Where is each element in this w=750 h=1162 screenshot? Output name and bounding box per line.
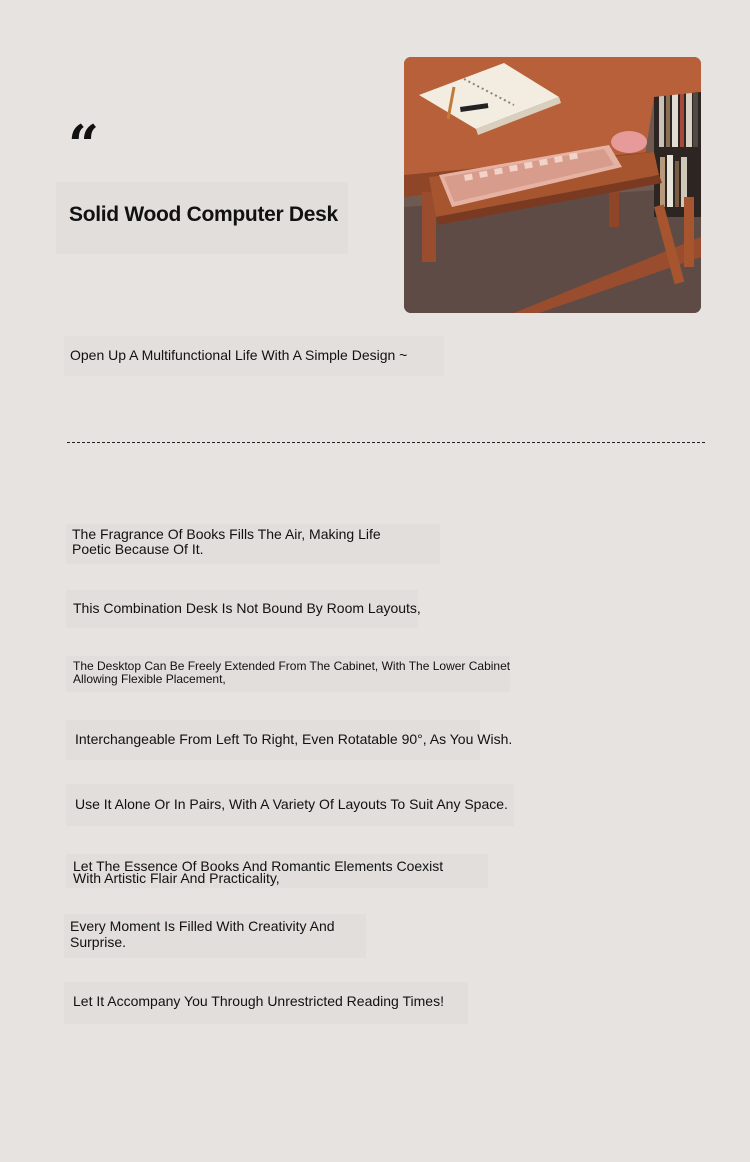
feature-line: Use It Alone Or In Pairs, With A Variety Of Layouts To Suit Any Space. [75, 796, 508, 812]
feature-line: With Artistic Flair And Practicality, [73, 870, 280, 886]
dashed-divider [67, 442, 705, 443]
feature-line: The Fragrance Of Books Fills The Air, Making Life [72, 526, 381, 542]
feature-line: Let The Essence Of Books And Romantic Elements Coexist [73, 858, 444, 874]
feature-line: This Combination Desk Is Not Bound By Room Layouts, [73, 600, 421, 616]
feature-line: Surprise. [70, 934, 127, 950]
feature-line: Let It Accompany You Through Unrestricted Reading Times! [73, 993, 444, 1009]
feature-line: Every Moment Is Filled With Creativity And [70, 918, 335, 934]
desk-photo-icon [404, 57, 701, 313]
feature-line: Poetic Because Of It. [72, 541, 204, 557]
quote-mark-icon: “ [68, 113, 100, 177]
feature-line: Interchangeable From Left To Right, Even Rotatable 90°, As You Wish. [75, 731, 513, 747]
feature-line: The Desktop Can Be Freely Extended From The Cabinet, With The Lower Cabinet [73, 659, 511, 673]
feature-line: Allowing Flexible Placement, [73, 672, 226, 686]
subtitle: Open Up A Multifunctional Life With A Simple Design ~ [70, 347, 408, 363]
page-title: Solid Wood Computer Desk [69, 203, 338, 226]
